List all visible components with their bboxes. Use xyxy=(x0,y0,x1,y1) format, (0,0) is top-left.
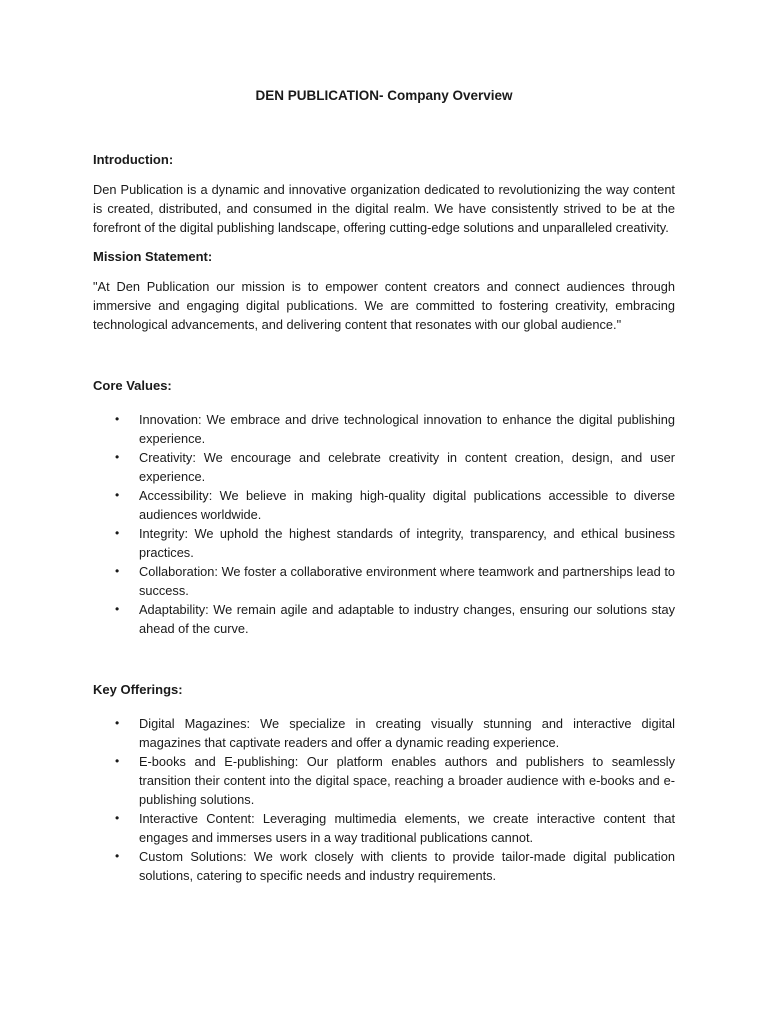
list-item xyxy=(93,600,675,638)
list-item-text: Adaptability: We remain agile and adaptable to industry changes, ensuring our solutions stay ahead of the curve. xyxy=(139,602,675,636)
core-values-list xyxy=(93,410,675,638)
list-item-text: E-books and E-publishing: Our platform enables authors and publishers to seamlessly transition their content into the digital space, reaching a broader audience with e-books and e-publishing solutions. xyxy=(139,754,675,807)
introduction-paragraph: Den Publication is a dynamic and innovative organization dedicated to revolutionizing the way content is created, distributed, and consumed in the digital realm. We have consistently strived to be at the forefront of the digital publishing landscape, offering cutting-edge solutions and unparalleled creativity. xyxy=(93,182,675,235)
list-item xyxy=(93,847,675,885)
mission-paragraph: "At Den Publication our mission is to empower content creators and connect audiences through immersive and engaging digital publications. We are committed to fostering creativity, embracing technological advancements, and delivering content that resonates with our global audience." xyxy=(93,279,675,332)
list-item xyxy=(93,410,675,448)
bullet-icon: • xyxy=(115,754,120,768)
key-offerings-list xyxy=(93,714,675,885)
bullet-icon: • xyxy=(115,488,120,502)
bullet-icon: • xyxy=(115,849,120,863)
list-item-text: Integrity: We uphold the highest standards of integrity, transparency, and ethical business practices. xyxy=(139,526,675,560)
list-item xyxy=(93,486,675,524)
list-item-text: Accessibility: We believe in making high-quality digital publications accessible to diverse audiences worldwide. xyxy=(139,488,675,522)
list-item-text: Custom Solutions: We work closely with clients to provide tailor-made digital publication solutions, catering to specific needs and industry requirements. xyxy=(139,849,675,883)
bullet-icon: • xyxy=(115,564,120,578)
list-item xyxy=(93,714,675,752)
mission-heading: Mission Statement: xyxy=(93,249,213,264)
bullet-icon: • xyxy=(115,412,120,426)
document-title: DEN PUBLICATION- Company Overview xyxy=(255,88,513,103)
list-item xyxy=(93,752,675,809)
bullet-icon: • xyxy=(115,526,120,540)
core-values-heading: Core Values: xyxy=(93,378,172,393)
key-offerings-heading: Key Offerings: xyxy=(93,682,183,697)
bullet-icon: • xyxy=(115,602,120,616)
list-item-text: Creativity: We encourage and celebrate creativity in content creation, design, and user experience. xyxy=(139,450,675,484)
list-item xyxy=(93,448,675,486)
bullet-icon: • xyxy=(115,811,120,825)
bullet-icon: • xyxy=(115,716,120,730)
list-item-text: Digital Magazines: We specialize in creating visually stunning and interactive digital magazines that captivate readers and offer a dynamic reading experience. xyxy=(139,716,675,750)
list-item-text: Innovation: We embrace and drive technological innovation to enhance the digital publishing experience. xyxy=(139,412,675,446)
list-item xyxy=(93,524,675,562)
introduction-heading: Introduction: xyxy=(93,152,174,167)
list-item xyxy=(93,562,675,600)
list-item-text: Interactive Content: Leveraging multimedia elements, we create interactive content that engages and immerses users in a way traditional publications cannot. xyxy=(139,811,675,845)
list-item xyxy=(93,809,675,847)
bullet-icon: • xyxy=(115,450,120,464)
list-item-text: Collaboration: We foster a collaborative environment where teamwork and partnerships lead to success. xyxy=(139,564,675,598)
